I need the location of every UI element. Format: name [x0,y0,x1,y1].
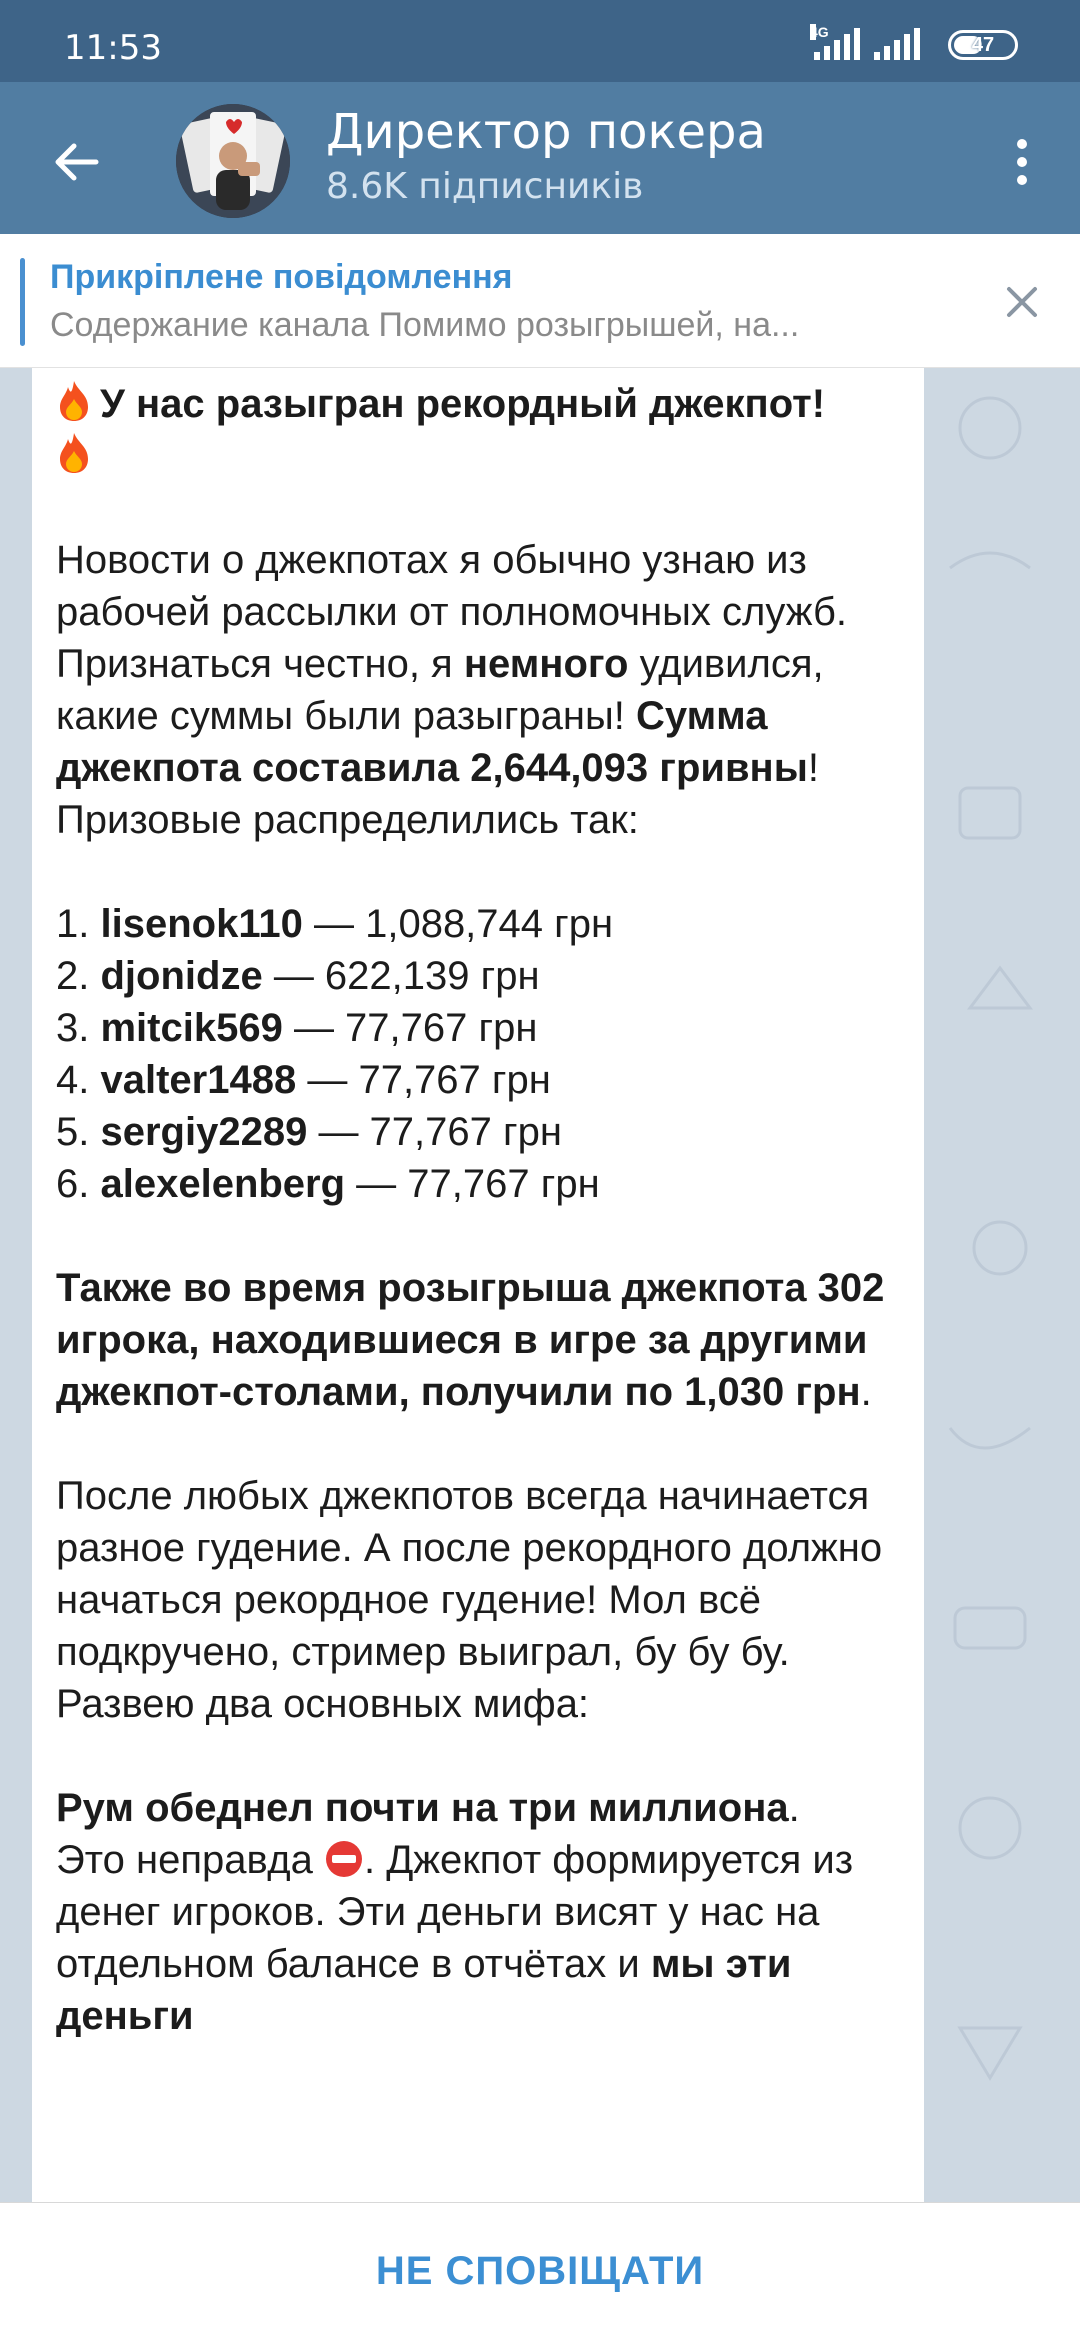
winner-name: lisenok110 [100,902,303,946]
channel-avatar[interactable] [176,104,290,218]
dot-icon [1017,175,1027,185]
arrow-left-icon [52,142,100,182]
winner-amount: — 1,088,744 грн [302,902,614,946]
list-number: 3. [56,1006,90,1050]
cellular-signal-icon [810,24,860,60]
winner-amount: — 77,767 грн [282,1006,538,1050]
close-pinned-button[interactable] [994,274,1050,330]
status-bar [0,0,1080,82]
bold-run: немного [463,642,629,686]
message-heading [56,378,900,482]
pinned-message[interactable] [0,234,1080,368]
pinned-accent-bar [20,258,25,346]
list-item [56,1106,900,1158]
list-item [56,1002,900,1054]
battery-level: 47 [971,33,995,56]
status-time: 11:53 [64,28,162,68]
heading-text: У нас разыгран рекордный джекпот! [100,382,826,426]
message-paragraph-3: После любых джекпотов всегда начинается разное гудение. А после рекордного должно начаться рекордное гудение! Мол всё подкручено, стример выиграл, бу бу бу. Развею два основных мифа: [56,1474,883,1726]
status-icons [810,24,1018,60]
fire-emoji-icon [56,431,92,475]
winner-amount: — 77,767 грн [307,1110,562,1154]
bottom-bar [0,2202,1080,2340]
list-number: 1. [56,902,90,946]
winners-list [56,898,900,1210]
bold-run: мы эти деньги [56,1942,792,2038]
message-paragraph-4 [56,1782,900,2042]
avatar-image-icon [176,104,290,218]
text-run: удивился, какие суммы были разыграны! [56,642,824,738]
winner-name: sergiy2289 [100,1110,308,1154]
list-number: 2. [56,954,90,998]
dot-icon [1017,139,1027,149]
list-number: 4. [56,1058,90,1102]
bold-run: Рум обеднел почти на три миллиона [56,1786,789,1830]
winner-name: mitcik569 [100,1006,283,1050]
list-number: 6. [56,1162,90,1206]
cellular-signal-2-icon [874,28,920,60]
dot-icon [1017,157,1027,167]
network-type: 4G [810,24,829,40]
winner-name: valter1488 [100,1058,297,1102]
more-options-button[interactable] [986,122,1058,202]
message-bubble[interactable] [32,368,924,2202]
bold-run: Также во время розыгрыша джекпота 302 игрока, находившиеся в игре за другими джекпот-столами, получили по 1,030 грн [56,1266,885,1414]
list-item [56,1158,900,1210]
mute-button[interactable]: НЕ СПОВІЩАТИ [375,2249,705,2293]
chat-area[interactable] [0,368,1080,2202]
channel-title[interactable]: Директор покера [326,104,766,160]
pinned-preview: Содержание канала Помимо розыгрышей, на... [50,306,800,344]
list-item [56,1054,900,1106]
text-run: . [860,1370,872,1414]
bold-run: Сумма джекпота составила 2,644,093 гривны [56,694,808,790]
winner-amount: — 622,139 грн [262,954,540,998]
text-run: Это неправда [56,1838,324,1882]
text-run: . [788,1786,800,1830]
winner-name: alexelenberg [100,1162,346,1206]
close-icon [1005,285,1039,319]
message-paragraph-1 [56,534,900,846]
text-run: . Джекпот формируется из денег игроков. Эти деньги висят у нас на отдельном балансе в отчётах и [56,1838,854,1986]
message-paragraph-2 [56,1262,900,1418]
winner-amount: — 77,767 грн [296,1058,551,1102]
list-item [56,898,900,950]
list-item [56,950,900,1002]
fire-emoji-icon [56,379,92,423]
subscriber-count: 8.6K підписників [326,166,644,207]
text-run: ! Призовые распределились так: [56,746,819,842]
winner-amount: — 77,767 грн [345,1162,600,1206]
no-entry-emoji-icon [324,1839,364,1879]
pinned-title: Прикріплене повідомлення [50,258,513,296]
text-run: Новости о джекпотах я обычно узнаю из рабочей рассылки от полномочных служб. Признаться честно, я [56,538,848,686]
chat-header [0,82,1080,234]
winner-name: djonidze [100,954,263,998]
back-button[interactable] [36,122,116,202]
battery-icon [948,30,1018,60]
list-number: 5. [56,1110,90,1154]
